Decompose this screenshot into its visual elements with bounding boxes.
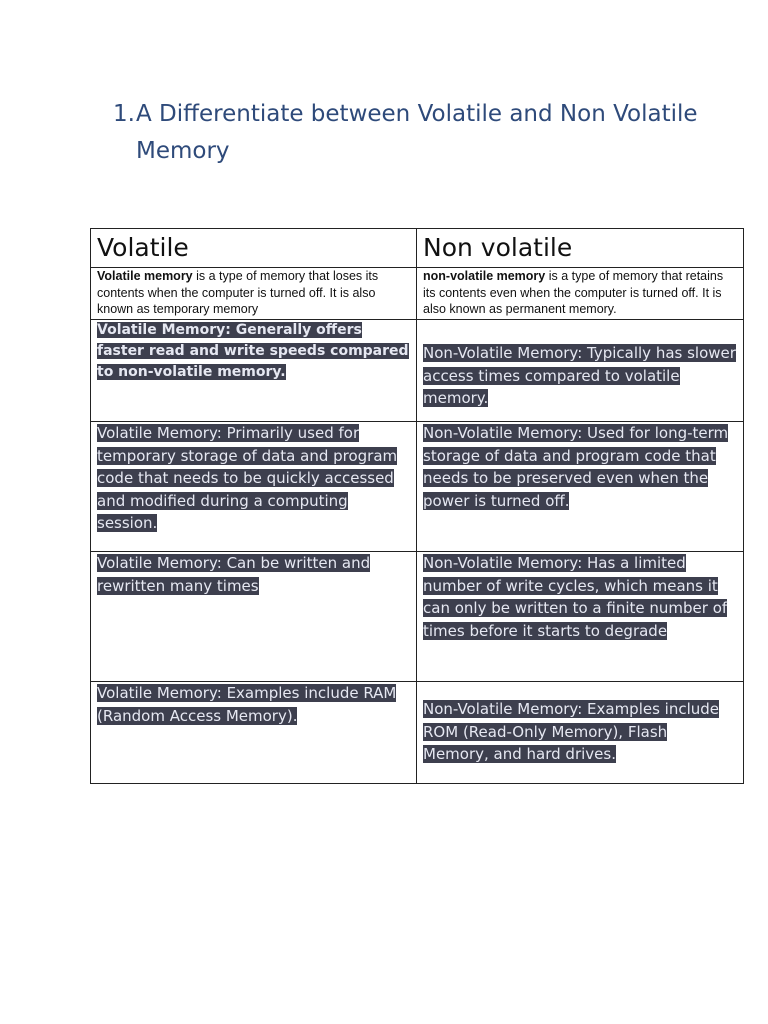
heading-text: A Differentiate between Volatile and Non Volatile Memory [136, 101, 698, 164]
header-volatile: Volatile [91, 229, 417, 268]
usage-volatile-cell [91, 422, 417, 552]
usage-volatile-text: Volatile Memory: Primarily used for temporary storage of data and program code that needs to be quickly accessed and modified during a computing session. [97, 424, 398, 532]
heading-number: 1. [113, 101, 135, 127]
header-non-volatile: Non volatile [417, 229, 744, 268]
definition-non-volatile-term: non-volatile memory [423, 269, 546, 283]
write-non-volatile-cell [417, 552, 744, 682]
examples-volatile-cell [91, 682, 417, 784]
write-non-volatile-text: Non-Volatile Memory: Has a limited number of write cycles, which means it can only be written to a finite number of times before it starts to degrade [423, 554, 728, 640]
definition-non-volatile-text: is a type of memory that retains its contents even when the computer is turned off. It is also known as permanent memory. [423, 269, 724, 316]
write-volatile-cell [91, 552, 417, 682]
table-row [91, 682, 744, 784]
table-row [91, 320, 744, 422]
examples-non-volatile-cell [417, 682, 744, 784]
definition-volatile-text: is a type of memory that loses its contents when the computer is turned off. It is also known as temporary memory [97, 269, 379, 316]
definition-row [91, 268, 744, 320]
definition-non-volatile [417, 268, 744, 320]
examples-non-volatile-text: Non-Volatile Memory: Examples include ROM (Read-Only Memory), Flash Memory, and hard drives. [423, 700, 720, 763]
usage-non-volatile-text: Non-Volatile Memory: Used for long-term storage of data and program code that needs to be preserved even when the power is turned off. [423, 424, 729, 510]
table-row [91, 552, 744, 682]
speed-volatile-cell [91, 320, 417, 422]
examples-volatile-text: Volatile Memory: Examples include RAM (Random Access Memory). [97, 684, 397, 725]
definition-volatile [91, 268, 417, 320]
definition-volatile-term: Volatile memory [97, 269, 193, 283]
speed-non-volatile-text: Non-Volatile Memory: Typically has slower access times compared to volatile memory. [423, 344, 736, 407]
table-header-row [91, 229, 744, 268]
page-heading [113, 96, 713, 170]
usage-non-volatile-cell [417, 422, 744, 552]
comparison-table [90, 228, 744, 784]
write-volatile-text: Volatile Memory: Can be written and rewritten many times [97, 554, 371, 595]
speed-volatile-text: Volatile Memory: Generally offers faster read and write speeds compared to non-volatile memory. [97, 322, 409, 380]
speed-non-volatile-cell [417, 320, 744, 422]
table-row [91, 422, 744, 552]
